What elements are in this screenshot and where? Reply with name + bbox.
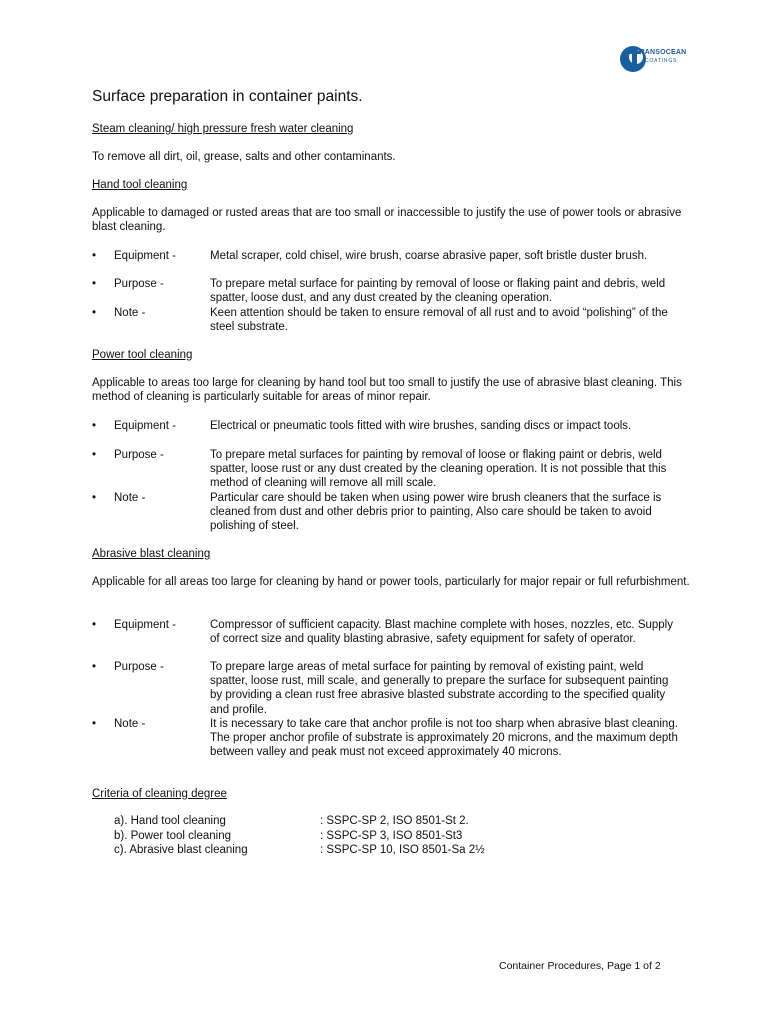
criteria-name: a). Hand tool cleaning <box>114 815 226 827</box>
logo-wordmark: TRANSOCEAN <box>635 49 687 56</box>
item-desc: Particular care should be taken when using power wire brush cleaners that the surface is cleaned from dust and other debris prior to painting, Also care should be taken to avoid polishing of steel. <box>210 492 662 533</box>
hand-tool-heading: Hand tool cleaning <box>92 179 188 191</box>
item-desc: To prepare metal surface for painting by removal of loose or flaking paint and debris, weld spatter, loose dust, and any dust created by the cleaning operation. <box>210 278 666 305</box>
bullet-icon: • <box>92 250 97 262</box>
page-footer: Container Procedures, Page 1 of 2 <box>499 960 661 972</box>
bullet-icon: • <box>92 278 97 290</box>
bullet-icon: • <box>92 718 97 730</box>
power-tool-intro: Applicable to areas too large for cleaning by hand tool but too small to justify the use of abrasive blast cleaning. This method of cleaning is particularly suitable for areas of minor repair. <box>92 377 682 404</box>
bullet-icon: • <box>92 449 97 461</box>
item-label: Note - <box>114 718 146 730</box>
item-desc: To prepare large areas of metal surface for painting by removal of existing paint, weld spatter, loose rust, mill scale, and generally to prepare the surface for subsequent painting by providing a clean rust free abrasive blasted substrate according to the specified quality and profile. <box>210 661 669 716</box>
steam-text: To remove all dirt, oil, grease, salts and other contaminants. <box>92 151 396 163</box>
item-label: Note - <box>114 307 146 319</box>
criteria-value: : SSPC-SP 10, ISO 8501-Sa 2½ <box>320 844 485 856</box>
item-label: Purpose - <box>114 278 164 290</box>
item-label: Purpose - <box>114 449 164 461</box>
bullet-icon: • <box>92 661 97 673</box>
bullet-icon: • <box>92 619 97 631</box>
bullet-icon: • <box>92 420 97 432</box>
item-label: Equipment - <box>114 420 177 432</box>
power-tool-heading: Power tool cleaning <box>92 349 193 361</box>
item-desc: Metal scraper, cold chisel, wire brush, coarse abrasive paper, soft bristle duster brush. <box>210 250 648 262</box>
item-label: Note - <box>114 492 146 504</box>
item-desc: It is necessary to take care that anchor profile is not too sharp when abrasive blast cleaning. The proper anchor profile of substrate is approximately 20 microns, and the maximum depth between valley and peak must not exceed approximately 40 microns. <box>210 718 678 759</box>
criteria-value: : SSPC-SP 2, ISO 8501-St 2. <box>320 815 469 827</box>
item-desc: To prepare metal surfaces for painting by removal of loose or flaking paint or debris, weld spatter, loose rust or any dust created by the cleaning operation. It is not possible that this method of cleaning will remove all mill scale. <box>210 449 667 490</box>
hand-tool-intro: Applicable to damaged or rusted areas that are too small or inaccessible to justify the use of power tools or abrasive blast cleaning. <box>92 207 682 234</box>
item-label: Equipment - <box>114 619 177 631</box>
item-desc: Keen attention should be taken to ensure removal of all rust and to avoid “polishing” of the steel substrate. <box>210 307 668 334</box>
criteria-value: : SSPC-SP 3, ISO 8501-St3 <box>320 830 463 842</box>
item-label: Equipment - <box>114 250 177 262</box>
criteria-name: c). Abrasive blast cleaning <box>114 844 248 856</box>
item-desc: Compressor of sufficient capacity. Blast machine complete with hoses, nozzles, etc. Supply of correct size and quality blasting abrasive, safety equipment for safety of operator. <box>210 619 673 646</box>
abrasive-intro: Applicable for all areas too large for cleaning by hand or power tools, particularly for major repair or full refurbishment. <box>92 576 690 588</box>
transocean-logo <box>619 42 687 76</box>
criteria-heading: Criteria of cleaning degree <box>92 788 227 800</box>
item-desc: Electrical or pneumatic tools fitted with wire brushes, sanding discs or impact tools. <box>210 420 632 432</box>
bullet-icon: • <box>92 492 97 504</box>
criteria-name: b). Power tool cleaning <box>114 830 231 842</box>
page-title: Surface preparation in container paints. <box>92 88 363 105</box>
abrasive-heading: Abrasive blast cleaning <box>92 548 211 560</box>
bullet-icon: • <box>92 307 97 319</box>
item-label: Purpose - <box>114 661 164 673</box>
steam-heading: Steam cleaning/ high pressure fresh water cleaning <box>92 123 354 135</box>
logo-subtitle: COATINGS <box>645 58 678 64</box>
